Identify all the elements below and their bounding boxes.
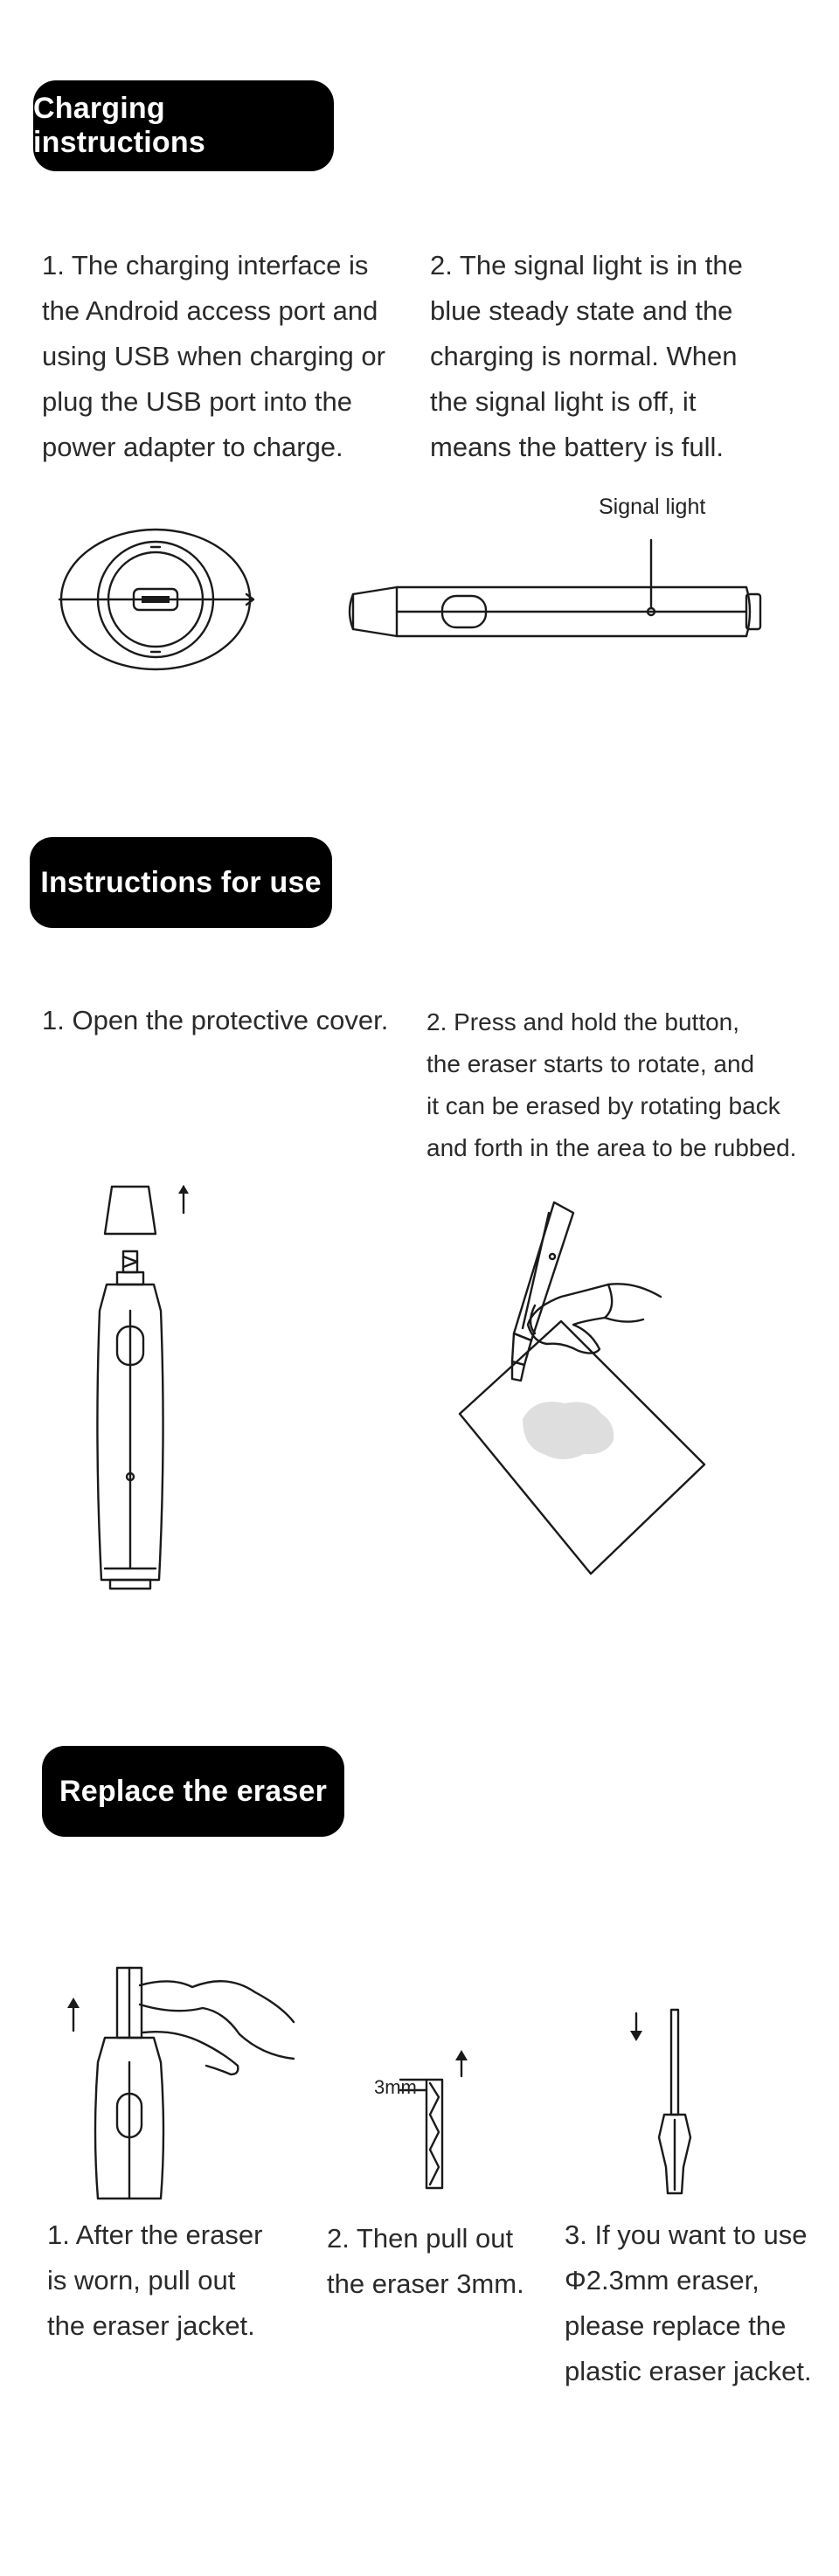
measure-3mm-label: 3mm bbox=[374, 2076, 417, 2098]
text-line: 1. The charging interface is bbox=[42, 250, 369, 280]
eraser-3mm-illustration bbox=[367, 2045, 472, 2202]
replace-step1-text bbox=[47, 2212, 262, 2349]
text-line: charging is normal. When bbox=[430, 341, 738, 371]
text-line: 1. Open the protective cover. bbox=[42, 1005, 389, 1035]
text-line: the Android access port and bbox=[42, 295, 378, 326]
pull-jacket-illustration bbox=[52, 1957, 306, 2211]
usb-port-illustration bbox=[52, 523, 262, 680]
text-line: please replace the bbox=[565, 2310, 787, 2341]
text-line: 2. Press and hold the button, bbox=[426, 1008, 740, 1035]
text-line: means the battery is full. bbox=[430, 432, 724, 462]
text-line: is worn, pull out bbox=[47, 2265, 236, 2296]
pen-side-view-illustration bbox=[336, 524, 781, 655]
use-title-badge: Instructions for use bbox=[30, 837, 332, 928]
signal-light-label: Signal light bbox=[599, 495, 706, 519]
erasing-hand-illustration bbox=[451, 1194, 713, 1578]
text-line: and forth in the area to be rubbed. bbox=[426, 1134, 797, 1161]
text-line: blue steady state and the bbox=[430, 295, 733, 326]
text-line: it can be erased by rotating back bbox=[426, 1092, 780, 1119]
text-line: 1. After the eraser bbox=[47, 2219, 263, 2250]
charging-step2-text bbox=[430, 243, 743, 470]
text-line: using USB when charging or bbox=[42, 341, 385, 371]
text-line: the eraser starts to rotate, and bbox=[426, 1050, 755, 1077]
replace-step2-text bbox=[327, 2216, 524, 2307]
text-line: plug the USB port into the bbox=[42, 386, 353, 417]
text-line: 2. Then pull out bbox=[327, 2223, 514, 2254]
pen-open-cover-illustration bbox=[87, 1171, 210, 1608]
text-line: 3. If you want to use bbox=[565, 2219, 808, 2250]
text-line: the eraser 3mm. bbox=[327, 2268, 524, 2299]
use-step2-text bbox=[426, 1001, 796, 1169]
text-line: the signal light is off, it bbox=[430, 386, 697, 417]
text-line: the eraser jacket. bbox=[47, 2310, 255, 2341]
charging-step1-text bbox=[42, 243, 385, 470]
text-line: 2. The signal light is in the bbox=[430, 250, 743, 280]
replace-title-badge: Replace the eraser bbox=[42, 1746, 344, 1837]
replace-step3-text bbox=[565, 2212, 812, 2394]
charging-title-badge: Charging instructions bbox=[33, 80, 334, 171]
thin-eraser-jacket-illustration bbox=[629, 2001, 717, 2202]
text-line: plastic eraser jacket. bbox=[565, 2356, 812, 2386]
use-step1-text bbox=[42, 998, 388, 1043]
text-line: power adapter to charge. bbox=[42, 432, 343, 462]
text-line: Φ2.3mm eraser, bbox=[565, 2265, 759, 2296]
